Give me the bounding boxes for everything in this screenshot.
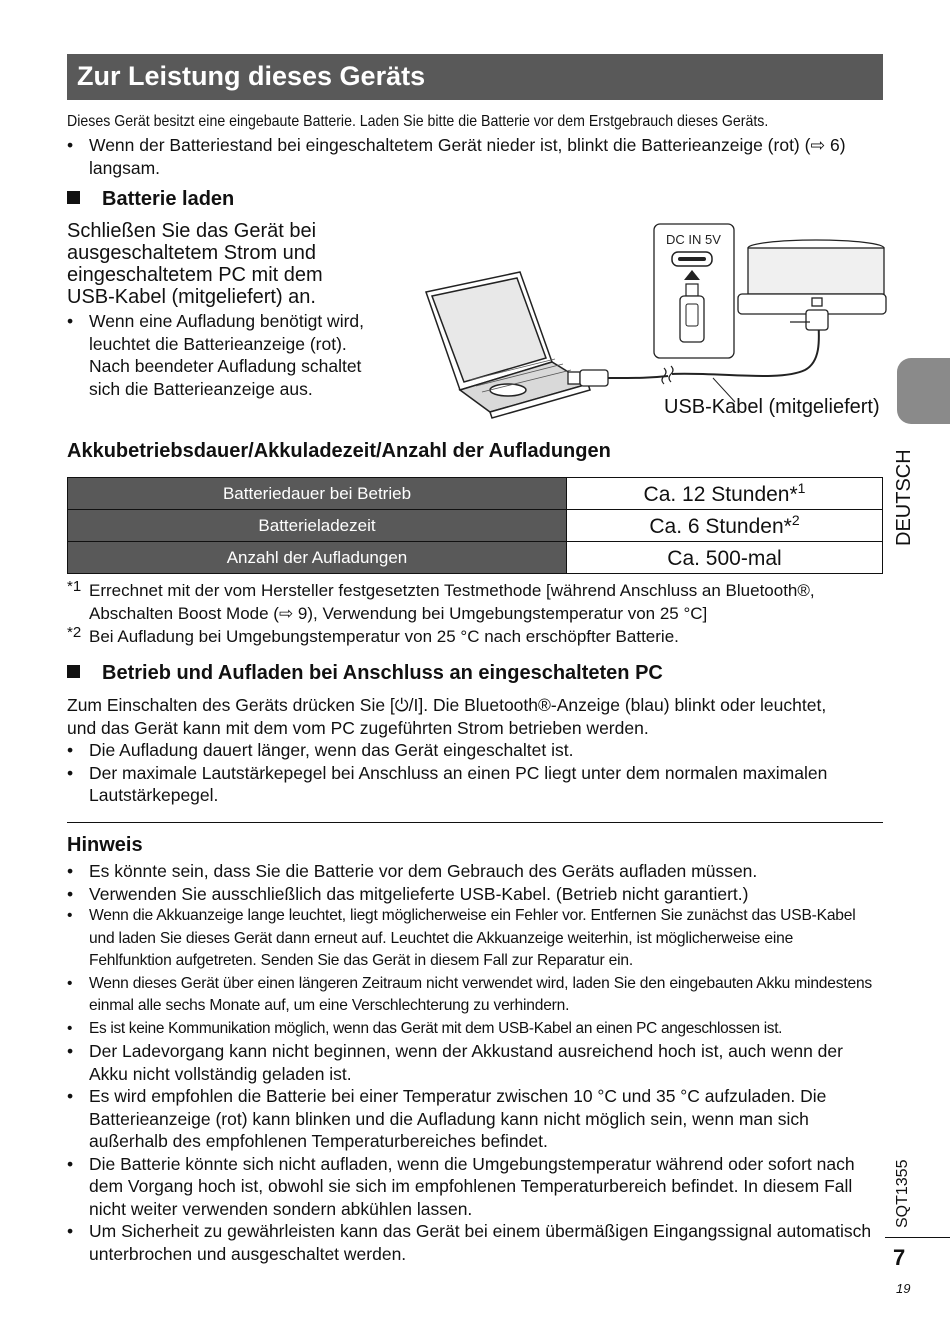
footnote <box>67 626 877 649</box>
table-label-cell: Batteriedauer bei Betrieb <box>68 478 567 510</box>
footnote-mark: *1 <box>67 578 82 595</box>
square-bullet-icon <box>67 191 80 204</box>
footnote-text: Bei Aufladung bei Umgebungstemperatur von 25 °C nach erschöpfter Batterie. <box>89 627 679 646</box>
table-value-cell: Ca. 12 Stunden*$^1$ <box>567 478 883 510</box>
hinweis-bullets <box>67 860 879 1265</box>
table-value-cell: Ca. 6 Stunden*$^2$ <box>567 510 883 542</box>
hinweis-bullet: • Die Batterie könnte sich nicht aufladen, wenn die Umgebungstemperatur während oder sofort nach dem Vorgang hoch ist, obwohl sie sich im empfohlenen Temperaturbereich befindet. In diesem Fall nicht weiter verwenden sondern abkühlen lassen. <box>67 1153 879 1221</box>
diagram-caption: USB-Kabel (mitgeliefert) <box>664 396 880 418</box>
hinweis-bullet: • Wenn die Akkuanzeige lange leuchtet, liegt möglicherweise ein Fehler vor. Entfernen Sie zunächst das USB-Kabel und laden Sie dieses Gerät dann erneut auf. Leuchtet die Akkuanzeige weiterhin, ist möglicherweise eine Fehlfunktion aufgetreten. Senden Sie das Gerät in diesem Fall zur Reparatur ein. <box>67 905 879 973</box>
charging-bullet: • Wenn eine Aufladung benötigt wird, leuchtet die Batterieanzeige (rot). Nach beendeter Aufladung schaltet sich die Batterieanzeige aus. <box>67 310 377 400</box>
page-title: Zur Leistung dieses Geräts <box>67 54 883 100</box>
table-label-cell: Anzahl der Aufladungen <box>68 542 567 574</box>
language-tab <box>897 358 950 424</box>
pc-operation-text: Zum Einschalten des Geräts drücken Sie [⏻/I]. Die Bluetooth®-Anzeige (blau) blinkt oder leuchtet, und das Gerät kann mit dem vom PC zugeführten Strom betrieben werden. <box>67 695 827 738</box>
sheet-number: 19 <box>896 1281 911 1296</box>
language-label: DEUTSCH <box>893 449 915 546</box>
port-label: DC IN 5V <box>666 232 721 247</box>
charging-instruction: Schließen Sie das Gerät bei ausgeschaltetem Strom und eingeschaltetem PC mit dem USB-Kabel (mitgeliefert) an. <box>67 220 323 308</box>
hinweis-bullet: • Wenn dieses Gerät über einen längeren Zeitraum nicht verwendet wird, laden Sie den eingebauten Akku mindestens einmal alle sechs Monate auf, um eine Verschlechterung zu verhindern. <box>67 973 879 1018</box>
table-value-cell: Ca. 500-mal <box>567 542 883 574</box>
section-divider <box>67 822 883 823</box>
intro-text: Dieses Gerät besitzt eine eingebaute Batterie. Laden Sie bitte die Batterie vor dem Erstgebrauch dieses Geräts. <box>67 113 769 130</box>
pc-operation-bullet: • Die Aufladung dauert länger, wenn das Gerät eingeschaltet ist. <box>67 739 837 762</box>
table-row <box>68 478 883 510</box>
intro-bullet: • Wenn der Batteriestand bei eingeschaltetem Gerät nieder ist, blinkt die Batterieanzeige (rot) (⇨ 6) langsam. <box>67 134 877 179</box>
doc-code: SQT1355 <box>894 1159 911 1228</box>
table-label-cell: Batterieladezeit <box>68 510 567 542</box>
sidebar-divider <box>885 1237 950 1238</box>
charging-bullets <box>67 310 377 400</box>
pc-operation-bullet: • Der maximale Lautstärkepegel bei Anschluss an einen PC liegt unter dem normalen maximalen Lautstärkepegel. <box>67 762 837 807</box>
page-number: 7 <box>893 1245 906 1270</box>
hinweis-bullet: • Es ist keine Kommunikation möglich, wenn das Gerät mit dem USB-Kabel an einen PC angeschlossen ist. <box>67 1018 879 1041</box>
laptop-icon <box>426 272 590 418</box>
table-row <box>68 510 883 542</box>
usb-connection-diagram <box>420 222 890 422</box>
footnote-mark: *2 <box>67 624 82 641</box>
hinweis-bullet: • Es wird empfohlen die Batterie bei einer Temperatur zwischen 10 °C und 35 °C aufzuladen. Die Batterieanzeige (rot) kann blinken und die Aufladung kann nicht möglich sein, wenn man sich außerhalb des empfohlenen Temperaturbereiches befindet. <box>67 1085 879 1153</box>
pc-operation-heading: Betrieb und Aufladen bei Anschluss an eingeschalteten PC <box>67 662 663 685</box>
speaker-icon <box>738 240 886 330</box>
footnote <box>67 580 877 625</box>
usb-plug-icon <box>568 370 608 386</box>
hinweis-heading: Hinweis <box>67 834 143 856</box>
hinweis-bullet: • Um Sicherheit zu gewährleisten kann das Gerät bei einem übermäßigen Eingangssignal automatisch unterbrochen und ausgeschaltet werden. <box>67 1220 879 1265</box>
battery-table-heading: Akkubetriebsdauer/Akkuladezeit/Anzahl der Aufladungen <box>67 440 611 462</box>
footnote-text: Errechnet mit der vom Hersteller festgesetzten Testmethode [während Anschluss an Bluetooth®, Abschalten Boost Mode (⇨ 9), Verwendung bei Umgebungstemperatur von 25 °C] <box>89 581 815 623</box>
pc-operation-bullets <box>67 739 837 807</box>
table-row <box>68 542 883 574</box>
hinweis-bullet: • Es könnte sein, dass Sie die Batterie vor dem Gebrauch des Geräts aufladen müssen. <box>67 860 879 883</box>
hinweis-bullet: • Verwenden Sie ausschließlich das mitgelieferte USB-Kabel. (Betrieb nicht garantiert.) <box>67 883 879 906</box>
hinweis-bullet: • Der Ladevorgang kann nicht beginnen, wenn der Akkustand ausreichend hoch ist, auch wenn der Akku nicht vollständig geladen ist. <box>67 1040 879 1085</box>
intro-bullets <box>67 134 877 179</box>
battery-table <box>67 477 883 574</box>
square-bullet-icon <box>67 665 80 678</box>
charging-heading: Batterie laden <box>67 188 234 211</box>
